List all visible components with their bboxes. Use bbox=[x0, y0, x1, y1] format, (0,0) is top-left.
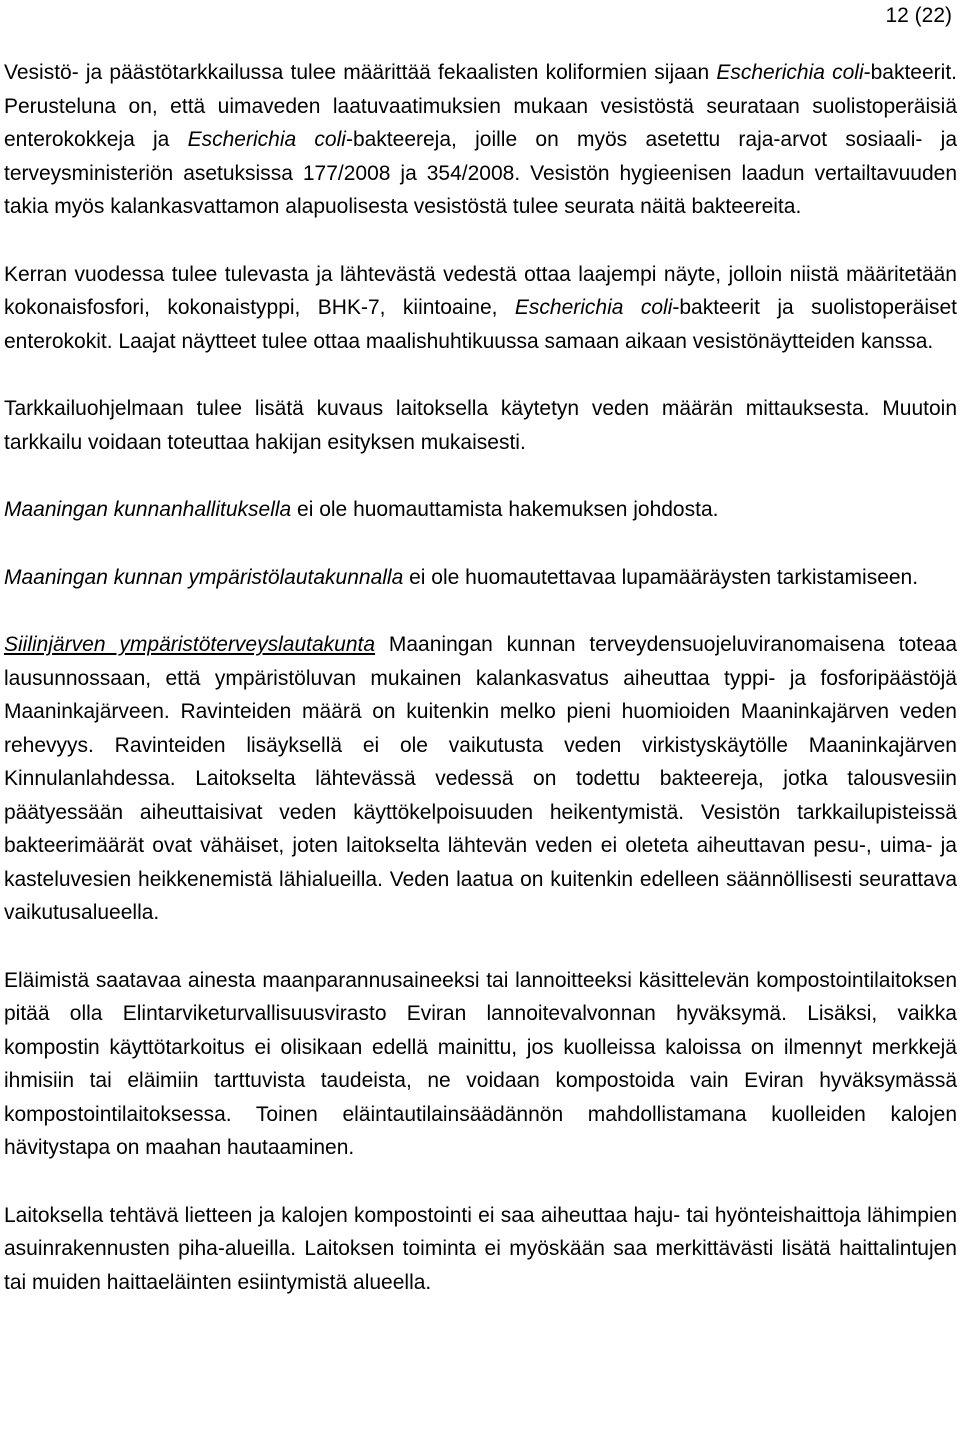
p4-authority-name: Maaningan kunnanhallituksella bbox=[4, 498, 292, 521]
paragraph-water-monitoring bbox=[4, 56, 957, 224]
document-body bbox=[4, 56, 957, 1299]
p1-text-e: -bakteereja, joille on myös asetettu raja-arvot sosiaali- ja terveysministeriön asetuksissa 177/2008 ja 354/2008. Vesistön hygieenisen laadun vertailtavuuden takia myös kalankasvattamon alapuolisesta vesistöstä tulee seurata näitä bakteereita. bbox=[4, 128, 958, 218]
paragraph-municipal-board bbox=[4, 493, 957, 527]
paragraph-composting bbox=[4, 964, 957, 1165]
paragraph-annual-sample bbox=[4, 258, 957, 359]
p7-text-a: Eläimistä saatavaa ainesta maanparannusaineeksi tai lannoitteeksi käsittelevän kompostointilaitoksen pitää olla Elintarviketurvallisuusvirasto Eviran lannoitevalvonnan hyväksymä. Lisäksi, vaikka kompostin käyttötarkoitus ei olisikaan edellä mainittu, jos kuolleissa kaloissa on ilmennyt merkkejä ihmisiin tai eläimiin tarttuvista taudeista, ne voidaan kompostoida vain Eviran hyväksymässä kompostointilaitoksessa. Toinen eläintautilainsäädännön mahdollistamana kuolleiden kalojen hävitystapa on maahan hautaaminen. bbox=[4, 968, 957, 1159]
p2-text-a: Kerran vuodessa tulee tulevasta ja lähtevästä vedestä ottaa laajempi näyte, jolloin niistä määritetään kokonaisfosfori, kokonaistyppi, BHK-7, kiintoaine, bbox=[4, 262, 957, 319]
paragraph-environment-committee bbox=[4, 561, 957, 595]
p3-text-a: Tarkkailuohjelmaan tulee lisätä kuvaus laitoksella käytetyn veden määrän mittauksesta. Muutoin tarkkailu voidaan toteuttaa hakijan esityksen mukaisesti. bbox=[4, 397, 957, 454]
page-number: 12 (22) bbox=[885, 4, 952, 27]
p1-species-name: Escherichia coli bbox=[716, 61, 864, 84]
p5-authority-name: Maaningan kunnan ympäristölautakunnalla bbox=[4, 565, 404, 589]
paragraph-monitoring-program bbox=[4, 392, 957, 459]
p2-species-name: Escherichia coli bbox=[514, 296, 673, 319]
p2-text-c: -bakteerit ja suolistoperäiset enterokokit. Laajat näytteet tulee ottaa maalishuhtikuussa samaan aikaan vesistönäytteiden kanssa. bbox=[4, 296, 957, 353]
p6-authority-name: Siilinjärven ympäristöterveyslautakunta bbox=[4, 633, 376, 656]
p8-text-a: Laitoksella tehtävä lietteen ja kalojen kompostointi ei saa aiheuttaa haju- tai hyönteishaittoja lähimpien asuinrakennusten piha-alueilla. Laitoksen toiminta ei myöskään saa merkittävästi lisätä haittalintujen tai muiden haittaeläinten esiintymistä alueella. bbox=[4, 1203, 957, 1294]
p6-text-b: Maaningan kunnan terveydensuojeluviranomaisena toteaa lausunnossaan, että ympäristöluvan mukainen kalankasvatus aiheuttaa typpi- ja fosforipäästöjä Maaninkajärveen. Ravinteiden määrä on kuitenkin melko pieni huomioiden Maaninkajärven veden rehevyys. Ravinteiden lisäyksellä ei ole vaikutusta veden virkistyskäytölle Maaninkajärven Kinnulanlahdessa. Laitokselta lähtevässä vedessä on todettu bakteereja, jotka talousvesiin päätyessään aiheuttaisivat veden käyttökelpoisuuden heikentymistä. Vesistön tarkkailupisteissä bakteerimäärät ovat vähäiset, joten laitokselta lähtevän veden ei oleteta aiheuttavan pesu-, uima- ja kasteluvesien heikkenemistä lähialueilla. Veden laatua on kuitenkin edelleen säännöllisesti seurattava vaikutusalueella. bbox=[4, 633, 957, 924]
p4-text-b: ei ole huomauttamista hakemuksen johdosta. bbox=[291, 498, 719, 521]
p1-species-name-2: Escherichia coli bbox=[187, 128, 346, 151]
paragraph-odour-nuisance bbox=[4, 1199, 957, 1300]
paragraph-health-committee bbox=[4, 628, 957, 930]
p5-text-b: ei ole huomautettavaa lupamääräysten tarkistamiseen. bbox=[403, 565, 919, 589]
p1-text-a: Vesistö- ja päästötarkkailussa tulee määrittää fekaalisten koliformien sijaan bbox=[4, 61, 717, 84]
p1-text-c: -bakteerit. Perusteluna on, että uimaveden laatuvaatimuksien mukaan vesistöstä seurataan suolistoperäisiä enterokokkeja ja bbox=[4, 61, 957, 151]
